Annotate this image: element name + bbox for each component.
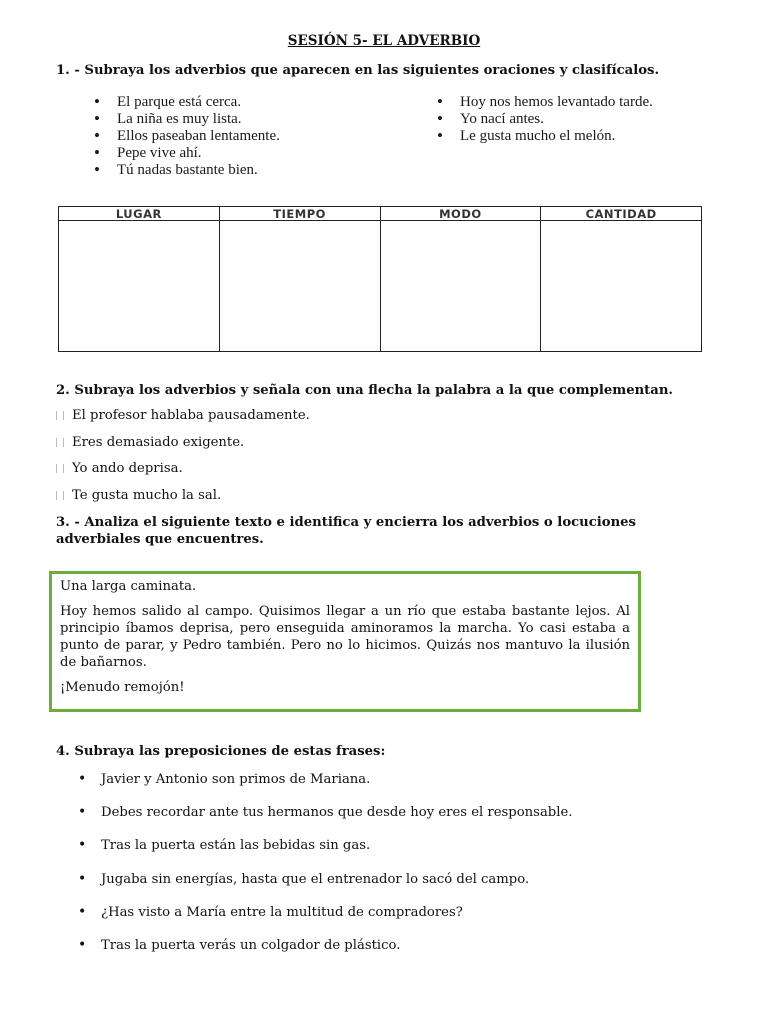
sentence-item: • Yo nací antes. — [433, 111, 693, 128]
text-body: Hoy hemos salido al campo. Quisimos llegar a un río que estaba bastante lejos. Al principio íbamos deprisa, pero enseguida aminoramos la marcha. Yo casi estaba a punto de parar, y Pedro también. Pero no lo hicimos. Quizás nos mantuvo la ilusión de bañarnos. — [60, 604, 630, 670]
answer-cell-modo — [380, 221, 541, 352]
sentence-item: • Le gusta mucho el melón. — [433, 128, 693, 145]
sentence-list-right — [433, 94, 693, 145]
list-item: • Tras la puerta están las bebidas sin gas. — [78, 837, 572, 870]
answer-cell-lugar — [59, 221, 220, 352]
list-item — [56, 487, 310, 514]
list-item — [56, 407, 310, 434]
sentence-text: Yo ando deprisa. — [72, 461, 183, 477]
column-header-tiempo: TIEMPO — [219, 207, 380, 221]
page-title: SESIÓN 5- EL ADVERBIO — [287, 33, 481, 49]
sentence-item: • Hoy nos hemos levantado tarde. — [433, 94, 693, 111]
placeholder-glyph-icon — [56, 464, 64, 473]
sentence-item: • Pepe vive ahí. — [90, 145, 390, 162]
placeholder-glyph-icon — [56, 438, 64, 447]
placeholder-glyph-icon — [56, 491, 64, 500]
text-title: Una larga caminata. — [60, 579, 197, 594]
sentence-list-left — [90, 94, 390, 179]
list-item: • ¿Has visto a María entre la multitud de compradores? — [78, 904, 572, 937]
question-2-heading: 2. Subraya los adverbios y señala con una flecha la palabra a la que complementan. — [56, 383, 673, 398]
question-4-heading: 4. Subraya las preposiciones de estas frases: — [56, 744, 386, 759]
column-header-cantidad: CANTIDAD — [541, 207, 702, 221]
sentence-item: • Tú nadas bastante bien. — [90, 162, 390, 179]
text-ending: ¡Menudo remojón! — [60, 680, 185, 695]
list-item — [56, 460, 310, 487]
list-item: • Javier y Antonio son primos de Mariana. — [78, 771, 572, 804]
classification-table — [58, 206, 702, 352]
placeholder-glyph-icon — [56, 411, 64, 420]
sentence-text: Eres demasiado exigente. — [72, 434, 245, 450]
column-header-modo: MODO — [380, 207, 541, 221]
question-2-list — [56, 407, 310, 514]
question-4-list — [78, 771, 572, 970]
sentence-item: • La niña es muy lista. — [90, 111, 390, 128]
list-item: • Tras la puerta verás un colgador de plástico. — [78, 937, 572, 970]
list-item: • Jugaba sin energías, hasta que el entrenador lo sacó del campo. — [78, 871, 572, 904]
answer-cell-cantidad — [541, 221, 702, 352]
list-item: • Debes recordar ante tus hermanos que desde hoy eres el responsable. — [78, 804, 572, 837]
reading-text-box — [49, 571, 641, 712]
sentence-text: Te gusta mucho la sal. — [72, 488, 222, 504]
question-3-heading: 3. - Analiza el siguiente texto e identifica y encierra los adverbios o locuciones adverbiales que encuentres. — [56, 515, 636, 547]
list-item — [56, 434, 310, 461]
question-1-heading: 1. - Subraya los adverbios que aparecen en las siguientes oraciones y clasifícalos. — [56, 63, 660, 78]
answer-cell-tiempo — [219, 221, 380, 352]
sentence-item: • El parque está cerca. — [90, 94, 390, 111]
sentence-item: • Ellos paseaban lentamente. — [90, 128, 390, 145]
column-header-lugar: LUGAR — [59, 207, 220, 221]
sentence-text: El profesor hablaba pausadamente. — [72, 408, 310, 423]
